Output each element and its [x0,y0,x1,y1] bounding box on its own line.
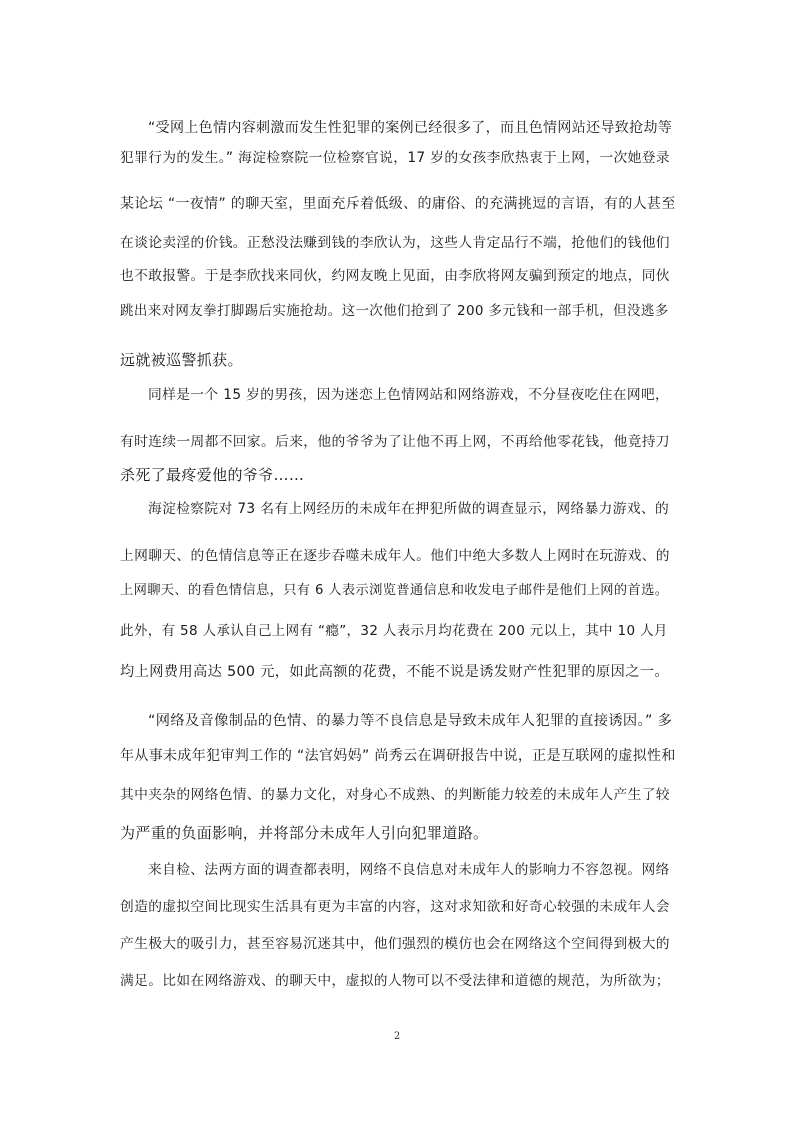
paragraph-line: 在谈论卖淫的价钱。正愁没法赚到钱的李欣认为，这些人肯定品行不端，抢他们的钱他们 [120,235,670,251]
paragraph-line: “网络及音像制品的色情、的暴力等不良信息是导致未成年人犯罪的直接诱因。” 多 [148,713,673,729]
paragraph-line: 犯罪行为的发生。” 海淀检察院一位检察官说，17 岁的女孩李欣热衷于上网，一次她登录 [120,150,670,166]
paragraph-line: 此外，有 58 人承认自己上网有 “瘾”，32 人表示月均花费在 200 元以上，其中 10 人月 [120,623,668,639]
paragraph-line: 也不敢报警。于是李欣找来同伙，约网友晚上见面，由李欣将网友骗到预定的地点，同伙 [120,268,670,284]
page-number: 2 [393,1031,401,1042]
paragraph-line: 海淀检察院对 73 名有上网经历的未成年在押犯所做的调查显示，网络暴力游戏、的 [148,501,670,517]
paragraph-line: 杀死了最疼爱他的爷爷…… [120,466,305,484]
paragraph-line: “受网上色情内容刺激而发生性犯罪的案例已经很多了，而且色情网站还导致抢劫等 [148,120,673,136]
paragraph-line: 远就被巡警抓获。 [120,351,243,369]
paragraph-line: 来自检、法两方面的调查都表明，网络不良信息对未成年人的影响力不容忽视。网络 [148,862,670,878]
paragraph-line: 有时连续一周都不回家。后来，他的爷爷为了让他不再上网，不再给他零花钱，他竟持刀 [120,434,670,450]
paragraph-line: 同样是一个 15 岁的男孩，因为迷恋上色情网站和网络游戏，不分昼夜吃住在网吧， [148,387,670,403]
paragraph-line: 均上网费用高达 500 元，如此高额的花费，不能不说是诱发财产性犯罪的原因之一。 [120,664,670,680]
paragraph-line: 上网聊天、的色情信息等正在逐步吞噬未成年人。他们中绝大多数人上网时在玩游戏、的 [120,548,670,564]
paragraph-line: 产生极大的吸引力，甚至容易沉迷其中，他们强烈的模仿也会在网络这个空间得到极大的 [120,936,670,952]
paragraph-line: 创造的虚拟空间比现实生活具有更为丰富的内容，这对求知欲和好奇心较强的未成年人会 [120,899,670,915]
paragraph-line: 满足。比如在网络游戏、的聊天中，虚拟的人物可以不受法律和道德的规范，为所欲为； [120,973,670,989]
paragraph-line: 上网聊天、的看色情信息，只有 6 人表示浏览普通信息和收发电子邮件是他们上网的首选。 [120,583,669,598]
paragraph-line: 某论坛 “一夜情” 的聊天室，里面充斥着低级、的庸俗、的充满挑逗的言语，有的人甚至 [120,196,676,212]
paragraph-line: 其中夹杂的网络色情、的暴力文化，对身心不成熟、的判断能力较差的未成年人产生了较 [120,787,670,803]
paragraph-line: 跳出来对网友拳打脚踢后实施抢劫。这一次他们抢到了 200 多元钱和一部手机，但没逃多 [120,303,669,319]
paragraph-line: 年从事未成年犯审判工作的 “法官妈妈” 尚秀云在调研报告中说，正是互联网的虚拟性和 [120,748,676,764]
paragraph-line: 为严重的负面影响，并将部分未成年人引向犯罪道路。 [120,824,489,842]
